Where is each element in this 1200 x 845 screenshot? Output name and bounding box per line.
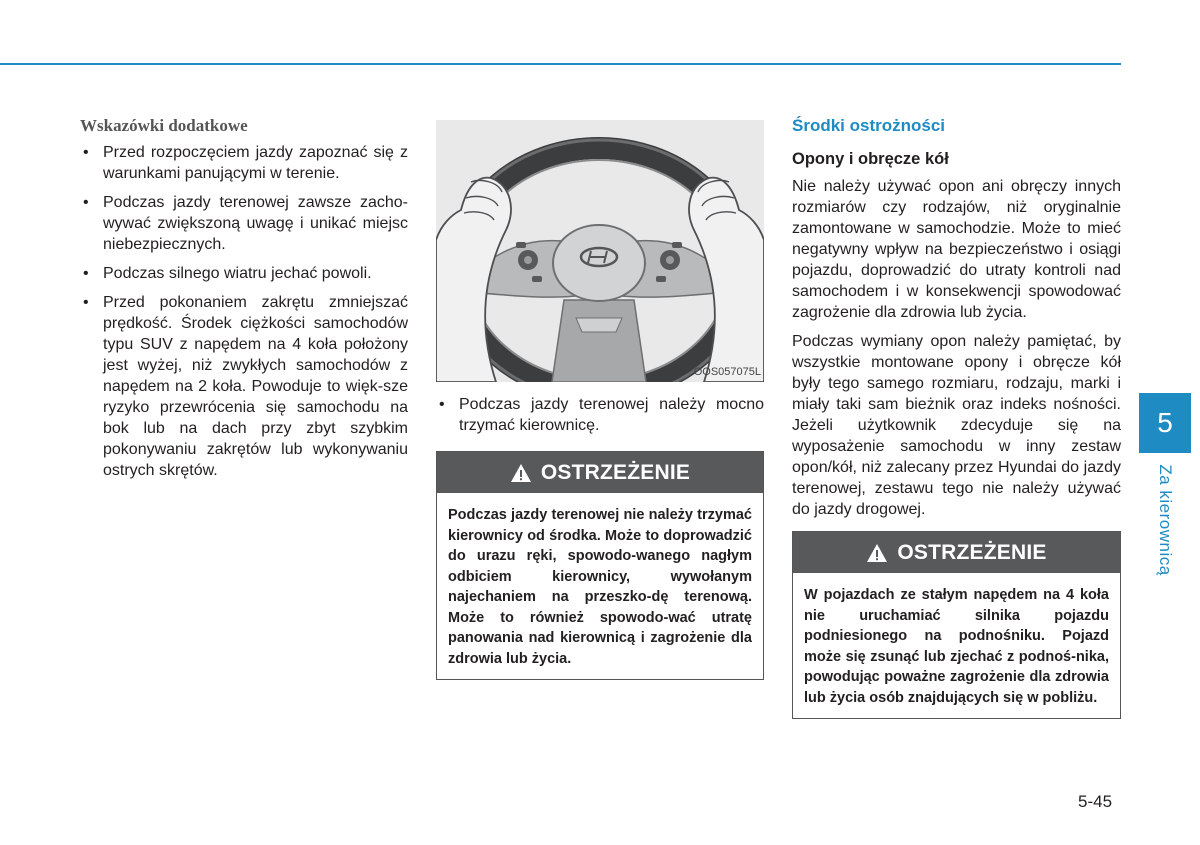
warning-triangle-icon: [866, 543, 888, 563]
chapter-label: Za kierownicą: [1156, 464, 1175, 576]
list-item: • Przed rozpoczęciem jazdy zapoznać się z warunkami panującymi w terenie.: [80, 142, 408, 184]
list-item: • Przed pokonaniem zakrętu zmniejszać prędkość. Środek ciężkości samochodów typu SUV z napędem na 4 koła położony jest wyżej, niż zwykłych samochodów z napędem na 2 koła. Powoduje to więk-sze ryzyko przewrócenia się samochodu na bok lub na dach przy zbyt szybkim pokonywaniu zakrętów lub wykonywaniu ostrych skrętów.: [80, 292, 408, 481]
header-rule: [0, 63, 1121, 65]
warning-header: [793, 532, 1120, 573]
steering-wheel-image: [436, 120, 764, 382]
warning-box: [792, 531, 1121, 719]
steering-wheel-illustration: [436, 120, 764, 382]
middle-column: [436, 120, 764, 680]
page-number: 5-45: [1078, 792, 1113, 811]
tips-heading: Wskazówki dodatkowe: [80, 116, 248, 135]
warning-header: [437, 452, 763, 493]
right-column: [792, 116, 1121, 719]
figure-code: OOS057075L: [693, 366, 761, 378]
warning-triangle-icon: [510, 463, 532, 483]
warning-title: OSTRZEŻENIE: [540, 460, 691, 484]
chapter-tab: 5: [1139, 393, 1191, 453]
grip-list: [436, 394, 764, 436]
paragraph: Nie należy używać opon ani obręczy innych rozmiarów czy rodzajów, niż oryginalnie zamontowane w samochodzie. Może to mieć negatywny wpływ na bezpieczeństwo i osiągi pojazdu, doprowadzić do utraty kontroli nad samochodem i w konsekwencji spowodować zagrożenie dla zdrowia lub życia.: [792, 178, 1121, 321]
list-item: • Podczas jazdy terenowej należy mocno trzymać kierownicę.: [436, 394, 764, 436]
warning-box: [436, 451, 764, 680]
tips-list: [80, 142, 408, 481]
warning-text: Podczas jazdy terenowej nie należy trzymać kierownicy od środka. Może to doprowadzić do urazu ręki, spowodo-wanego nagłym odbiciem kierownicy, wywołanym najechaniem na przeszko-dę terenową. Może to również spowodo-wać utratę panowania nad kierownicą i zagrożenie dla zdrowia lub życia.: [448, 507, 752, 667]
section-title: Środki ostrożności: [792, 116, 946, 135]
paragraph: Podczas wymiany opon należy pamiętać, by wszystkie montowane opony i obręcze kół były tego samego rozmiaru, rodzaju, marki i miały taki sam bieżnik oraz indeks nośności. Jeżeli użytkownik zdecyduje się na wyposażenie samochodu w inny zestaw opon/kół, niż zalecany przez Hyundai do jazdy terenowej, zestawu tego nie należy używać do jazdy drogowej.: [792, 333, 1121, 518]
warning-title: OSTRZEŻENIE: [897, 540, 1047, 564]
left-column: [80, 116, 408, 489]
subsection-title: Opony i obręcze kół: [792, 150, 949, 168]
list-item: • Podczas jazdy terenowej zawsze zacho-wywać zwiększoną uwagę i unikać miejsc niebezpiecznych.: [80, 192, 408, 255]
warning-text: W pojazdach ze stałym napędem na 4 koła nie uruchamiać silnika pojazdu podniesionego na podnośniku. Pojazd może się zsunąć lub zjechać z podnoś-nika, powodując poważne zagrożenie dla zdrowia lub życia osób znajdujących się w pobliżu.: [804, 587, 1109, 706]
list-item: • Podczas silnego wiatru jechać powoli.: [80, 263, 408, 284]
